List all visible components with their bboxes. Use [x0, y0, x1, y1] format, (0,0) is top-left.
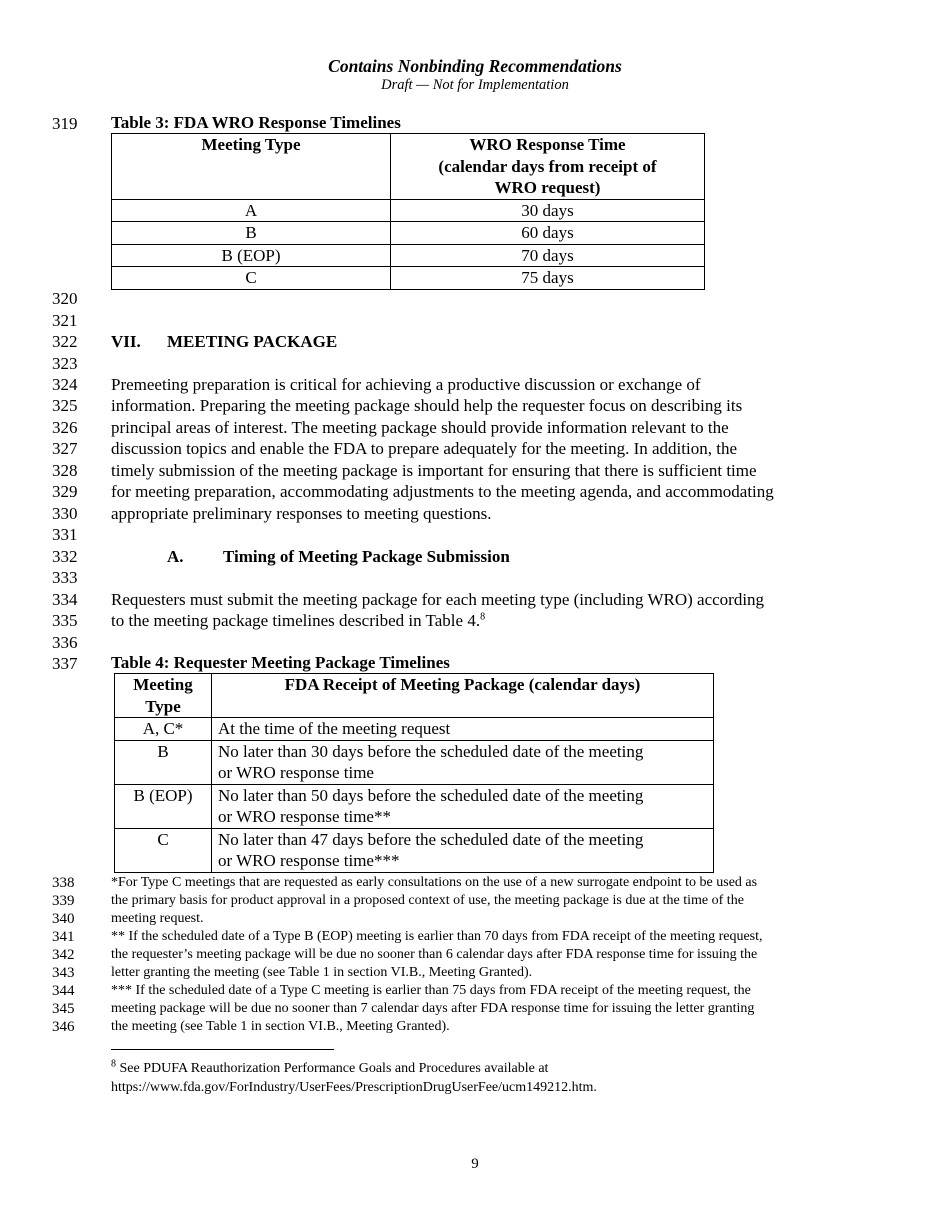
line-number: 343 [52, 965, 75, 981]
table3-caption: Table 3: FDA WRO Response Timelines [111, 113, 401, 132]
table4-header-meeting-type: Meeting Type [115, 674, 212, 718]
table3-cell-type: B (EOP) [112, 244, 391, 267]
table4 [114, 673, 714, 873]
table-note-line: letter granting the meeting (see Table 1 in section VI.B., Meeting Granted). [111, 965, 533, 980]
table3-cell-time: 60 days [391, 222, 705, 245]
table-note-line: ** If the scheduled date of a Type B (EOP) meeting is earlier than 70 days from FDA receipt of the meeting request, [111, 929, 763, 944]
table4-header-receipt: FDA Receipt of Meeting Package (calendar days) [212, 674, 714, 718]
line-number: 346 [52, 1019, 75, 1035]
line-number: 330 [52, 504, 78, 523]
paragraph-line: timely submission of the meeting package is important for ensuring that there is sufficient time [111, 461, 757, 480]
paragraph-line: discussion topics and enable the FDA to prepare adequately for the meeting. In addition, the [111, 439, 737, 458]
table-row [112, 267, 705, 290]
table3-cell-time: 30 days [391, 199, 705, 222]
line-number: 329 [52, 482, 78, 501]
line-number: 327 [52, 439, 78, 458]
paragraph-line: principal areas of interest. The meeting package should provide information relevant to the [111, 418, 729, 437]
line-number: 331 [52, 525, 78, 544]
table4-header-row [115, 674, 714, 718]
table3-cell-type: C [112, 267, 391, 290]
table4-caption: Table 4: Requester Meeting Package Timelines [111, 653, 450, 672]
line-number: 323 [52, 354, 78, 373]
line-number: 321 [52, 311, 78, 330]
table4-cell-timeline: No later than 30 days before the scheduled date of the meeting or WRO response time [212, 740, 714, 784]
footnote-reference: 8 [480, 611, 486, 623]
line-number: 322 [52, 332, 78, 351]
paragraph-line: Premeeting preparation is critical for achieving a productive discussion or exchange of [111, 375, 701, 394]
subsection-title: Timing of Meeting Package Submission [223, 547, 510, 566]
table-row [112, 199, 705, 222]
table3-header-meeting-type: Meeting Type [112, 134, 391, 200]
table3-cell-time: 75 days [391, 267, 705, 290]
table3-header-row [112, 134, 705, 200]
table4-cell-type: C [115, 828, 212, 872]
paragraph-line: appropriate preliminary responses to meeting questions. [111, 504, 492, 523]
line-number: 324 [52, 375, 78, 394]
table-note-line: meeting request. [111, 911, 204, 926]
table3-header-response-time: WRO Response Time (calendar days from receipt of WRO request) [391, 134, 705, 200]
table3-cell-type: B [112, 222, 391, 245]
paragraph-line: for meeting preparation, accommodating adjustments to the meeting agenda, and accommodating [111, 482, 774, 501]
table3-cell-type: A [112, 199, 391, 222]
table4-cell-timeline: At the time of the meeting request [212, 718, 714, 741]
line-number: 338 [52, 875, 75, 891]
line-number: 328 [52, 461, 78, 480]
subsection-letter: A. [167, 547, 184, 566]
line-number: 342 [52, 947, 75, 963]
table-row [115, 740, 714, 784]
table-row [115, 828, 714, 872]
table4-cell-timeline: No later than 50 days before the scheduled date of the meeting or WRO response time** [212, 784, 714, 828]
line-number: 333 [52, 568, 78, 587]
table-row [115, 718, 714, 741]
table3-cell-time: 70 days [391, 244, 705, 267]
table-note-line: *** If the scheduled date of a Type C meeting is earlier than 75 days from FDA receipt of the meeting request, the [111, 983, 751, 998]
page-header-subtitle: Draft — Not for Implementation [381, 77, 569, 93]
table4-cell-type: B [115, 740, 212, 784]
page-number: 9 [471, 1156, 479, 1172]
footnote-mark: 8 [111, 1058, 116, 1070]
table-row [115, 784, 714, 828]
paragraph-line: to the meeting package timelines described in Table 4.$^8$ [111, 611, 486, 630]
table-row [112, 244, 705, 267]
line-number: 320 [52, 289, 78, 308]
footnote-url: https://www.fda.gov/ForIndustry/UserFees/PrescriptionDrugUserFee/ucm149212.htm. [111, 1080, 597, 1095]
page-header-title: Contains Nonbinding Recommendations [328, 56, 622, 76]
section-title: MEETING PACKAGE [167, 332, 338, 351]
line-number: 339 [52, 893, 75, 909]
paragraph-line: information. Preparing the meeting package should help the requester focus on describing its [111, 396, 743, 415]
line-number: 345 [52, 1001, 75, 1017]
line-number: 319 [52, 114, 78, 133]
table-note-line: the primary basis for product approval in a proposed context of use, the meeting package is due at the time of the [111, 893, 744, 908]
line-number: 337 [52, 654, 78, 673]
table-note-line: meeting package will be due no sooner than 7 calendar days after FDA response time for issuing the letter granting [111, 1001, 755, 1016]
footnote-separator [111, 1049, 334, 1050]
line-number: 335 [52, 611, 78, 630]
line-number: 326 [52, 418, 78, 437]
line-number: 340 [52, 911, 75, 927]
table-note-line: the meeting (see Table 1 in section VI.B., Meeting Granted). [111, 1019, 450, 1034]
line-number: 336 [52, 633, 78, 652]
table4-cell-type: B (EOP) [115, 784, 212, 828]
table-note-line: the requester’s meeting package will be due no sooner than 6 calendar days after FDA response time for issuing the [111, 947, 758, 962]
table-row [112, 222, 705, 245]
table4-cell-timeline: No later than 47 days before the scheduled date of the meeting or WRO response time*** [212, 828, 714, 872]
line-number: 332 [52, 547, 78, 566]
table4-cell-type: A, C* [115, 718, 212, 741]
line-number: 325 [52, 396, 78, 415]
line-number: 334 [52, 590, 78, 609]
table-note-line: *For Type C meetings that are requested as early consultations on the use of a new surrogate endpoint to be used as [111, 875, 758, 890]
line-number: 344 [52, 983, 75, 999]
table3 [111, 133, 705, 290]
section-number: VII. [111, 332, 141, 351]
paragraph-line: Requesters must submit the meeting package for each meeting type (including WRO) according [111, 590, 765, 609]
line-number: 341 [52, 929, 75, 945]
footnote: $^8$ See PDUFA Reauthorization Performance Goals and Procedures available at [111, 1058, 549, 1076]
